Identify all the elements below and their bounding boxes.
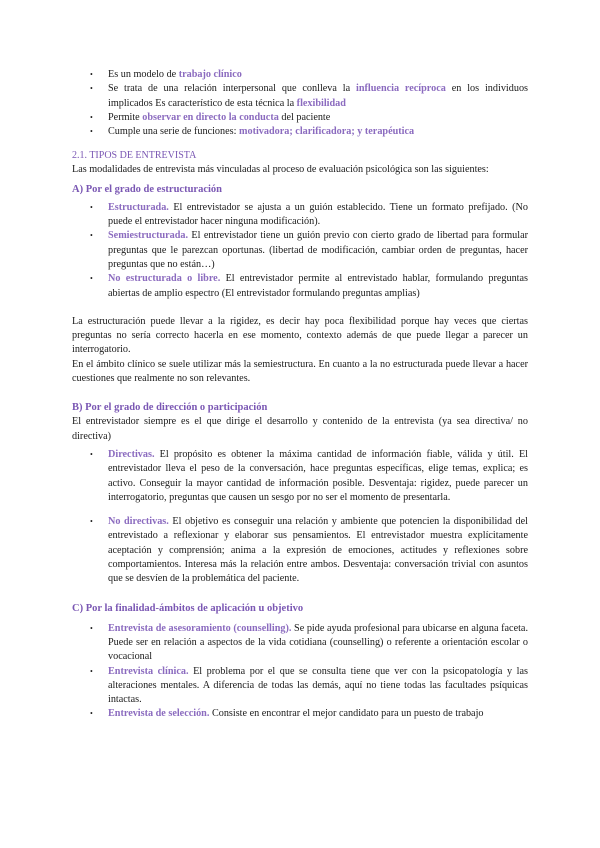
list-item: • Permite observar en directo la conducta del paciente <box>108 111 528 125</box>
list-item: • Semiestructurada. El entrevistador tiene un guión previo con cierto grado de libertad para formular preguntas que le parezcan oportunas. (libertad de modificación, cambiar orden de preguntas, hacer preguntas que no están…) <box>108 229 528 272</box>
paragraph: La estructuración puede llevar a la rigidez, es decir hay poca flexibilidad porque hay veces que ciertas preguntas no sería correcto hacerla en ese momento, contexto además de que puede llegar a parecer un interrogatorio. <box>72 315 528 356</box>
list-item: • Cumple una serie de funciones: motivadora; clarificadora; y terapéutica <box>108 125 528 139</box>
list-item: • No directivas. El objetivo es conseguir una relación y ambiente que potencien la disponibilidad del entrevistado a reflexionar y elaborar sus pensamientos. El entrevistador muestra explícitamente aceptación y comprensión; anima a la expresión de emociones, actitudes y reflexiones sobre comportamientos. Interesa más la relación entre ambos. Desventaja: conversación trivial con asuntos que se desvíen de la problemática del paciente. <box>108 515 528 586</box>
subsection-title-b: B) Por el grado de dirección o participación <box>72 402 268 414</box>
structure-list <box>72 201 528 301</box>
list-item: • Directivas. El propósito es obtener la máxima cantidad de información fiable, válida y útil. El entrevistador lleva el peso de la conversación, hace preguntas específicas, elige temas, explica; es activo. Conseguir la mayor cantidad de información posible. Desventaja: rigidez, puede parecer un interrogatorio, preguntas que causen un sesgo por no ser el momento de presentarla. <box>108 448 528 505</box>
purpose-list <box>72 622 528 722</box>
list-item: • Entrevista de asesoramiento (counselling). Se pide ayuda profesional para ubicarse en alguna faceta. Puede ser en relación a aspectos de la vida cotidiana (counselling) o referente a orientación escolar o vocacional <box>108 622 528 665</box>
list-item: • Entrevista de selección. Consiste en encontrar el mejor candidato para un puesto de trabajo <box>108 707 528 721</box>
list-item: • No estructurada o libre. El entrevistador permite al entrevistado hablar, formulando preguntas abiertas de amplio espectro (El entrevistador formulando preguntas amplias) <box>108 272 528 301</box>
intro-list <box>72 68 528 139</box>
subsection-title-a: A) Por el grado de estructuración <box>72 183 222 195</box>
list-item: • Entrevista clínica. El problema por el que se consulta tiene que ver con la psicopatología y las alteraciones mentales. A diferencia de todas las demás, aquí no tiene todas las facultades psíquicas intactas. <box>108 665 528 708</box>
section-title: 2.1. TIPOS DE ENTREVISTA <box>72 150 197 162</box>
subsection-title-c: C) Por la finalidad-ámbitos de aplicación u objetivo <box>72 602 304 614</box>
list-item: • Estructurada. El entrevistador se ajusta a un guión establecido. Tiene un formato prefijado. (No puede el entrevistador hacer ninguna modificación). <box>108 201 528 230</box>
list-item: • Es un modelo de trabajo clínico <box>108 68 528 82</box>
list-item: • Se trata de una relación interpersonal que conlleva la influencia recíproca en los individuos implicados Es característico de esta técnica la flexibilidad <box>108 82 528 111</box>
document-page <box>72 68 528 722</box>
paragraph: El entrevistador siempre es el que dirige el desarrollo y contenido de la entrevista (ya sea directiva/ no directiva) <box>72 416 528 442</box>
paragraph: En el ámbito clínico se suele utilizar más la semiestructura. En cuanto a la no estructurada puede llevar a hacer cuestiones que realmente no son relevantes. <box>72 358 528 385</box>
direction-list <box>72 448 528 587</box>
section-intro: Las modalidades de entrevista más vinculadas al proceso de evaluación psicológica son las siguientes: <box>72 164 489 176</box>
